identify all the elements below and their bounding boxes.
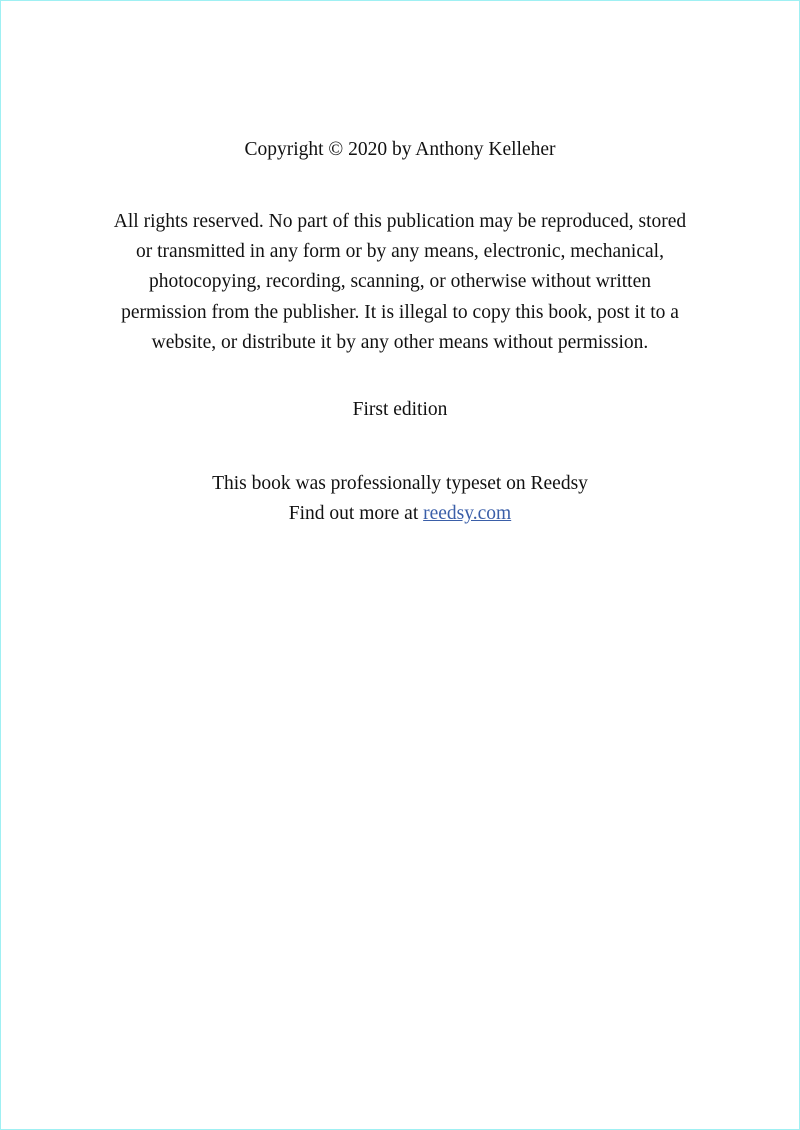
- reedsy-link[interactable]: reedsy.com: [423, 503, 512, 525]
- rights-statement: [91, 207, 709, 358]
- typeset-credit: [1, 469, 799, 529]
- rights-line: All rights reserved. No part of this publication may be reproduced, stored: [113, 211, 687, 232]
- typeset-line: This book was professionally typeset on Reedsy: [212, 473, 588, 494]
- copyright-notice: Copyright © 2020 by Anthony Kelleher: [244, 139, 556, 160]
- rights-line: or transmitted in any form or by any means, electronic, mechanical,: [136, 241, 664, 263]
- find-out-prefix: Find out more at: [288, 503, 424, 525]
- rights-line: photocopying, recording, scanning, or otherwise without written: [148, 271, 652, 293]
- find-out-more-line: [1, 499, 799, 529]
- rights-line: website, or distribute it by any other means without permission.: [151, 331, 649, 353]
- edition-text: First edition: [352, 399, 448, 420]
- rights-line: permission from the publisher. It is illegal to copy this book, post it to a: [121, 301, 679, 323]
